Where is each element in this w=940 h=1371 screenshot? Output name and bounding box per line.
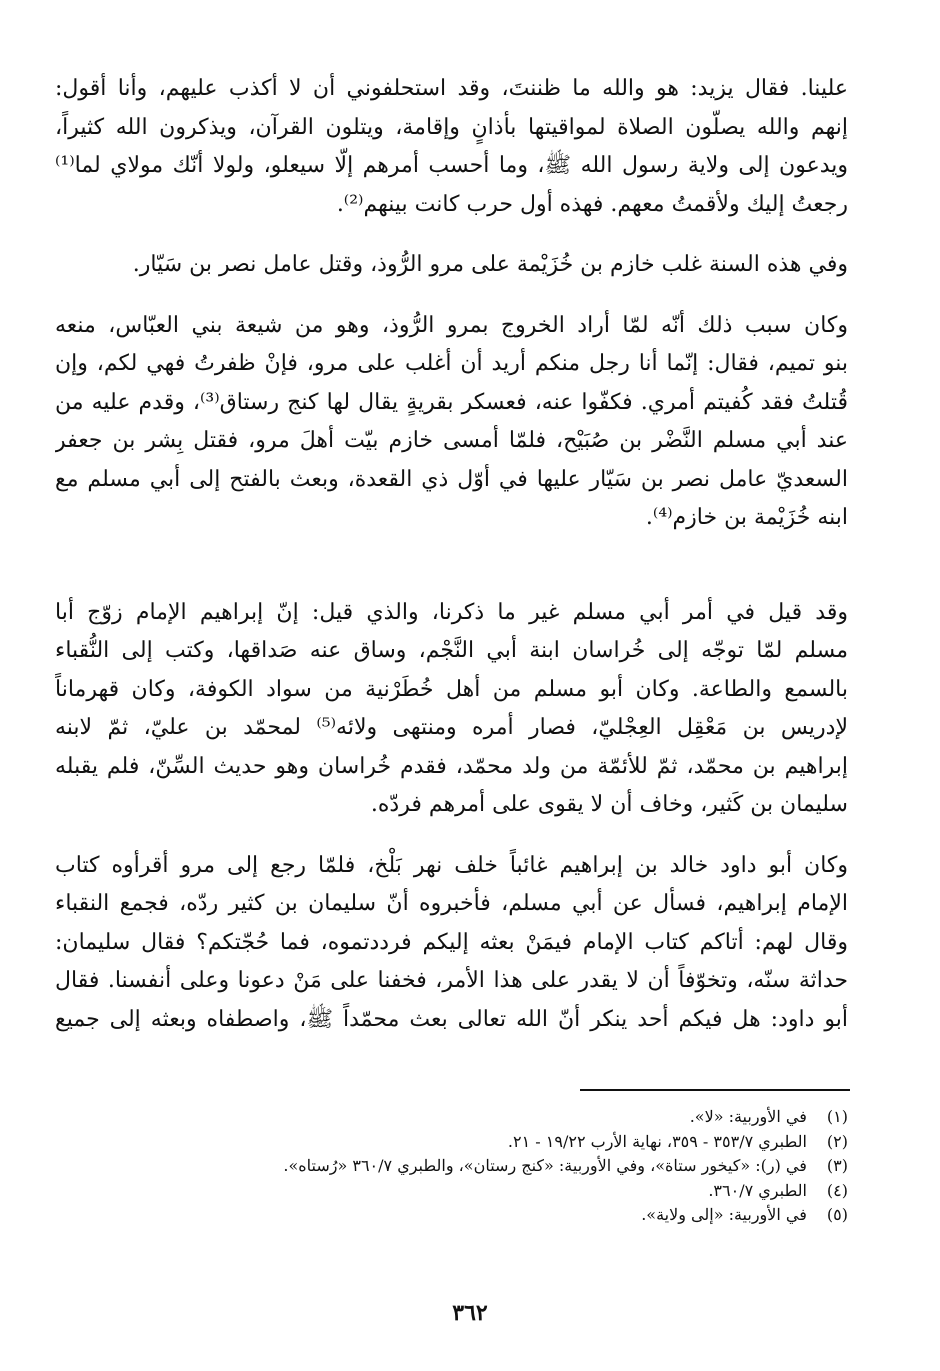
footnote xyxy=(48,1105,848,1130)
text-line: السعديّ عامل نصر بن سَيّار عليها في أوّل ذي القعدة، وبعث بالفتح إلى أبي مسلم مع xyxy=(55,466,848,492)
footnote-number: (٥) xyxy=(826,1205,848,1224)
paragraph xyxy=(55,70,848,224)
footnote-text: في (ر): «كيخور ستاة»، وفي الأوربية: «كنج رستان»، والطبري ٣٦٠/٧ «رُستاه». xyxy=(283,1156,807,1175)
text-line: وكان أبو داود خالد بن إبراهيم غائباً خلف نهر بَلْخ، فلمّا رجع إلى مرو أقرأوه كتاب xyxy=(55,852,848,878)
text-line: إبراهيم بن محمّد، ثمّ للأئمّة من ولد محمّد، فقدم خُراسان وهو حديث السِّنّ، فلم يقبله xyxy=(55,753,848,779)
footnote xyxy=(48,1203,848,1228)
footnotes xyxy=(48,1105,848,1228)
footnote-divider xyxy=(580,1089,850,1091)
text-line: مسلم لمّا توجّه إلى خُراسان ابنة أبي النَّجْم، وساق عنه صَداقها، وكتب إلى النُّقباء xyxy=(55,638,848,663)
text-line: ويدعون إلى ولاية رسول الله ﷺ، وما أحسب أمرهم إلّا سيعلو، ولولا أنّك مولاي لما⁽¹⁾ xyxy=(55,153,848,178)
footnote-number: (٤) xyxy=(826,1180,848,1200)
text-line: وكان سبب ذلك أنّه لمّا أراد الخروج بمرو الرُّوذ، وهو من شيعة بني العبّاس، منعه xyxy=(55,312,848,338)
text-line: أبو داود: هل فيكم أحد ينكر أنّ الله تعالى بعث محمّداً ﷺ، واصطفاه وبعثه إلى جميع xyxy=(55,1006,848,1032)
text-line: بالسمع والطاعة. وكان أبو مسلم من أهل خُطَرْنية من سواد الكوفة، وكان قهرماناً xyxy=(55,676,848,702)
page-number: ٣٦٢ xyxy=(452,1300,488,1326)
footnote-text: في الأوربية: «لا». xyxy=(689,1107,807,1126)
text-line: سليمان بن كَثير، وخاف أن لا يقوى على أمرهم فردّه. xyxy=(370,792,848,817)
text-line: وفي هذه السنة غلب خازم بن خُزَيْمة على مرو الرُّوذ، وقتل عامل نصر بن سَيّار. xyxy=(132,252,848,277)
footnote-text: الطبري ٣٥٣/٧ - ٣٥٩، نهاية الأرب ١٩/٢٢ - ٢١. xyxy=(507,1131,807,1151)
text-line: الإمام إبراهيم، فسأل عن أبي مسلم، فأخبروه أنّ سليمان بن كثير ردّه، فجمع النقباء xyxy=(55,891,848,916)
text-line: ابنه خُزَيْمة بن خازم⁽⁴⁾. xyxy=(645,505,848,530)
text-line: بنو تميم، فقال: إنّما أنا رجل منكم أريد أن أغلب على مرو، فإنْ ظفرتُ فهي لكم، وإن xyxy=(55,351,848,376)
footnote-number: (٢) xyxy=(826,1131,848,1151)
text-line: وقد قيل في أمر أبي مسلم غير ما ذكرنا، والذي قيل: إنّ إبراهيم الإمام زوّج أبا xyxy=(55,599,848,625)
text-line: وقال لهم: أتاكم كتاب الإمام فيمَنْ بعثه إليكم فرددتموه، فما حُجّتكم؟ فقال سليمان: xyxy=(55,929,848,955)
footnote-text: الطبري ٣٦٠/٧. xyxy=(708,1180,807,1200)
footnote xyxy=(48,1179,848,1204)
footnote xyxy=(48,1154,848,1179)
paragraph xyxy=(55,307,848,538)
footnote-text: في الأوربية: «إلى ولاية». xyxy=(641,1205,807,1224)
footnote-number: (٣) xyxy=(826,1156,848,1175)
text-line: رجعتُ إليك ولأقمتُ معهم. فهذه أول حرب كانت بينهم⁽²⁾. xyxy=(336,191,848,217)
text-line: إنهم والله يصلّون الصلاة لمواقيتها بأذانٍ وإقامة، ويتلون القرآن، ويذكرون الله كثيراً، xyxy=(55,114,848,140)
text-line: قُتلتُ فقد كُفيتم أمري. فكفّوا عنه، فعسكر بقريةٍ يقال لها كنج رستاق⁽³⁾، وقدم عليه من xyxy=(55,389,848,415)
paragraph xyxy=(55,246,848,285)
paragraph xyxy=(55,847,848,1040)
text-line: لإدريس بن مَعْقِل العِجْليّ، فصار أمره ومنتهى ولائه⁽⁵⁾ لمحمّد بن عليّ، ثمّ لابنه xyxy=(55,715,848,740)
footnote xyxy=(48,1130,848,1155)
text-line: عند أبي مسلم النَّضْر بن صُبَيْح، فلمّا أمسى خازم بيّت أهلَ مرو، فقتل بِشر بن جعفر xyxy=(55,428,848,453)
text-line: علينا. فقال يزيد: هو والله ما ظننتَ، وقد استحلفوني أن لا أكذب عليهم، وأنا أقول: xyxy=(55,76,848,101)
footnote-number: (١) xyxy=(826,1107,848,1126)
paragraph xyxy=(55,594,848,825)
text-line: حداثة سنّه، وتخوّفاً أن لا يقدر على هذا الأمر، فخفنا على مَنْ دعونا وعلى أنفسنا. فقال xyxy=(55,968,848,993)
